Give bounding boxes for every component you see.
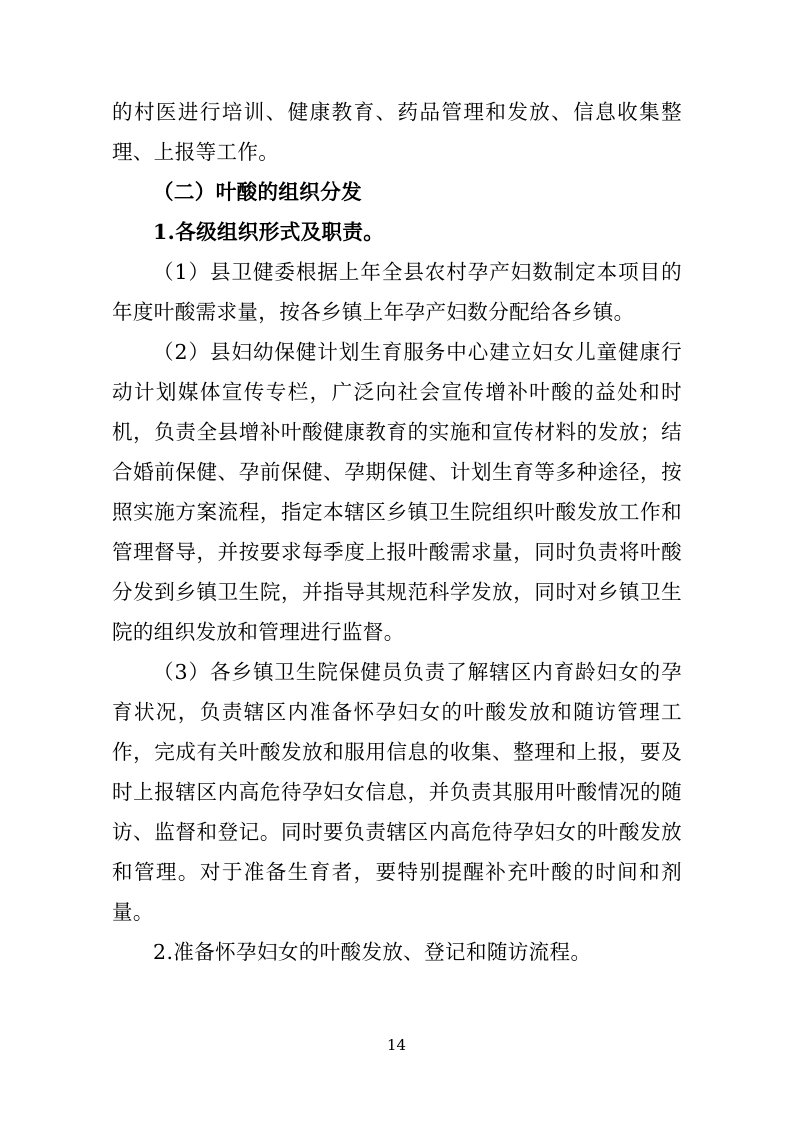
paragraph-item-two: 2.准备怀孕妇女的叶酸发放、登记和随访流程。	[153, 940, 592, 964]
document-body	[112, 92, 682, 972]
paragraph-item-1: （1）县卫健委根据上年全县农村孕产妇数制定本项目的年度叶酸需求量，按各乡镇上年孕产妇数分配给各乡镇。	[112, 260, 682, 324]
heading-section-two: （二）叶酸的组织分发	[153, 180, 362, 204]
paragraph-item-2: （2）县妇幼保健计划生育服务中心建立妇女儿童健康行动计划媒体宣传专栏，广泛向社会宣传增补叶酸的益处和时机，负责全县增补叶酸健康教育的实施和宣传材料的发放；结合婚前保健、孕前保健、孕期保健、计划生育等多种途径，按照实施方案流程，指定本辖区乡镇卫生院组织叶酸发放工作和管理督导，并按要求每季度上报叶酸需求量，同时负责将叶酸分发到乡镇卫生院，并指导其规范科学发放，同时对乡镇卫生院的组织发放和管理进行监督。	[112, 340, 682, 644]
page-number: 14	[386, 1036, 407, 1054]
paragraph-item-3: （3）各乡镇卫生院保健员负责了解辖区内育龄妇女的孕育状况，负责辖区内准备怀孕妇女的叶酸发放和随访管理工作，完成有关叶酸发放和服用信息的收集、整理和上报，要及时上报辖区内高危待孕妇女信息，并负责其服用叶酸情况的随访、监督和登记。同时要负责辖区内高危待孕妇女的叶酸发放和管理。对于准备生育者，要特别提醒补充叶酸的时间和剂量。	[112, 660, 682, 924]
paragraph-continuation: 的村医进行培训、健康教育、药品管理和发放、信息收集整理、上报等工作。	[112, 100, 682, 164]
heading-item-one: 1.各级组织形式及职责。	[153, 220, 385, 244]
